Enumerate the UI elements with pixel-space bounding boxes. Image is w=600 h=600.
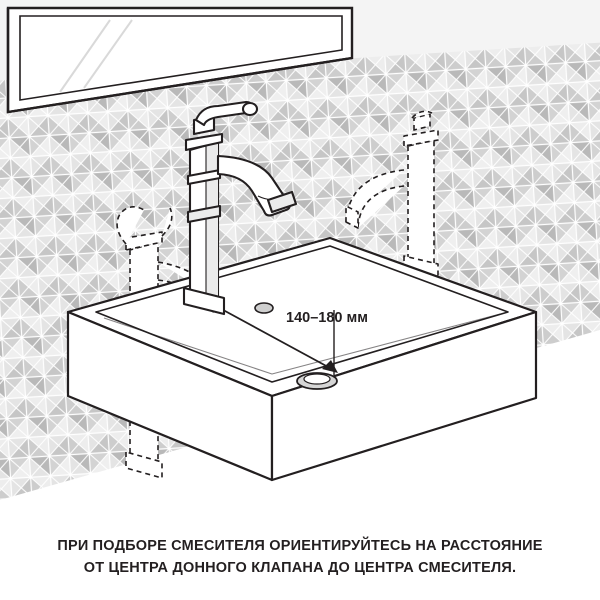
caption-line-2: ОТ ЦЕНТРА ДОННОГО КЛАПАНА ДО ЦЕНТРА СМЕСИТЕЛЯ. xyxy=(83,560,517,576)
dimension-label: 140–180 мм xyxy=(286,310,368,326)
sink-drain-center xyxy=(297,373,337,389)
caption-line-1: ПРИ ПОДБОРЕ СМЕСИТЕЛЯ ОРИЕНТИРУЙТЕСЬ НА РАССТОЯНИЕ xyxy=(57,538,543,554)
